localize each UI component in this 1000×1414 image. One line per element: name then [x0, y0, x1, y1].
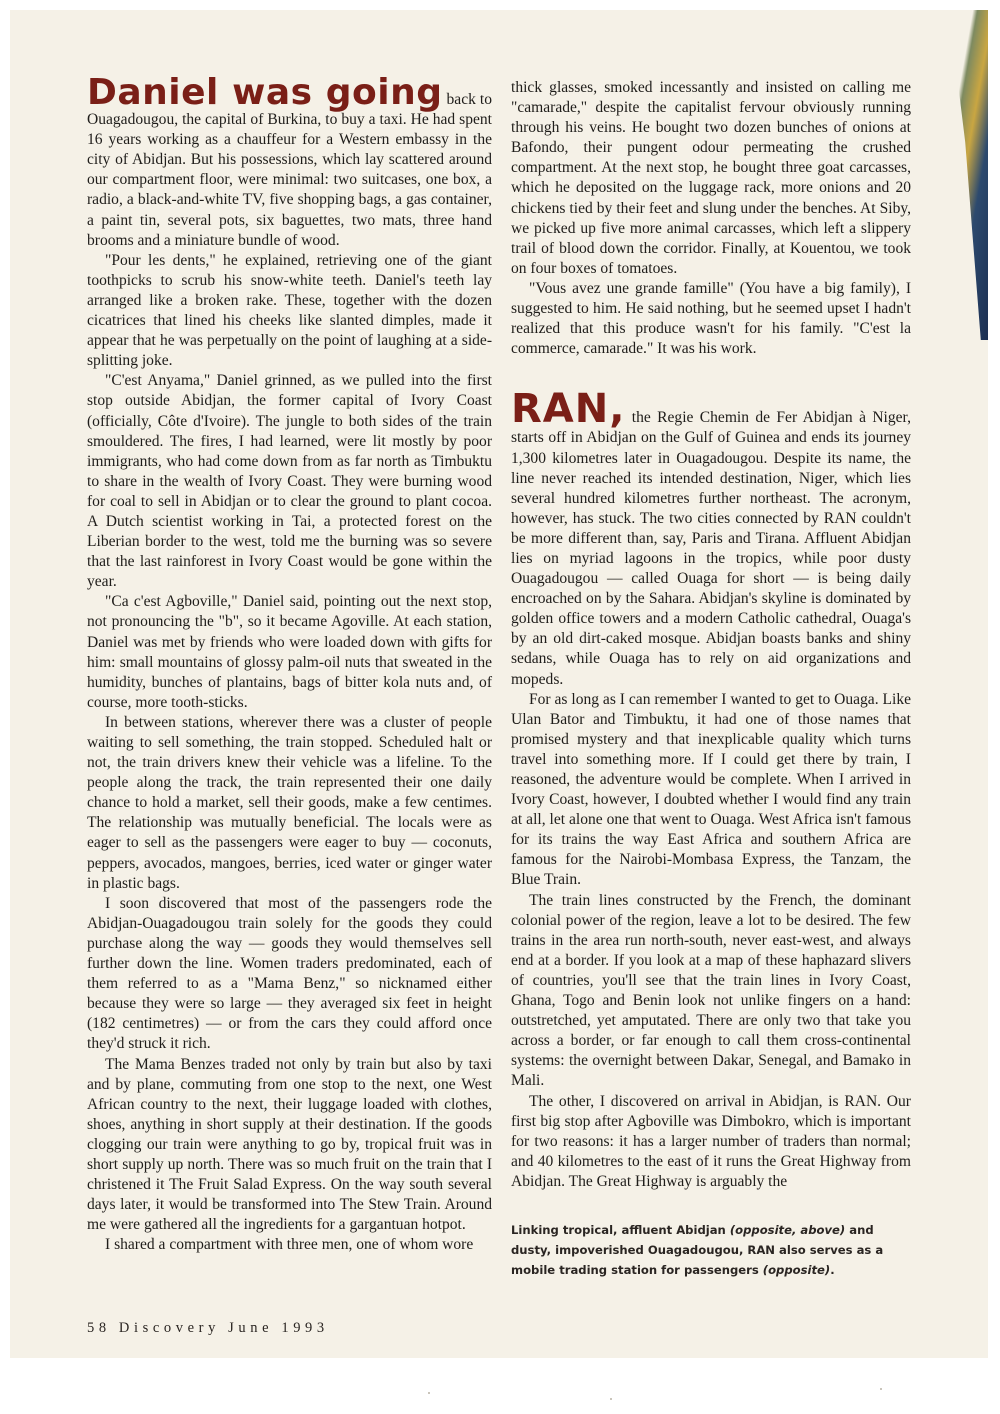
- right-column: [511, 78, 911, 1192]
- body-paragraph: The Mama Benzes traded not only by train but also by taxi and by plane, commuting from one stop to the next, one West African country to the next, their luggage loaded with clothes, shoes, anything in short supply at their destination. If the goods clogging our train were anything to go by, tropical fruit was in short supply up north. There was so much fruit on the train that I christened it The Fruit Salad Express. On the way south several days later, it would be transformed into The Stew Train. Around me were gathered all the ingredients for a gargantuan hotpot.: [87, 1055, 492, 1234]
- body-paragraph: "Vous avez une grande famille" (You have a big family), I suggested to him. He said nothing, but he seemed upset I hadn't realized that this produce wasn't for his family. "C'est la commerce, camarade." It was his work.: [511, 279, 911, 358]
- caption-text: and dusty, impoverished Ouagadougou, RAN also serves as a mobile trading station for passengers: [511, 1223, 884, 1277]
- lead-text: back to Ouagadougou, the capital of Burkina, to buy a taxi. He had spent 16 years working as a chauffeur for a Western embassy in the city of Abidjan. But his possessions, which lay scattered around our compartment floor, were minimal: two suitcases, one box, a radio, a black-and-white TV, five shopping bags, a gas container, a paint tin, several pots, six baguettes, two mats, three hand brooms and a miniature bundle of wood.: [87, 91, 492, 249]
- scan-speck: [428, 1392, 430, 1394]
- page-footer: 58 Discovery June 1993: [87, 1320, 329, 1336]
- body-paragraph: "Ca c'est Agboville," Daniel said, pointing out the next stop, not pronouncing the "b", so it became Agoville. At each station, Daniel was met by friends who were loaded down with gifts for him: small mountains of glossy palm-oil nuts that sweated in the humidity, bunches of plantains, bags of bitter kola nuts and, of course, more tooth-sticks.: [87, 593, 492, 711]
- caption-text: Linking tropical, affluent Abidjan: [511, 1223, 730, 1237]
- scan-speck: [610, 1398, 612, 1400]
- caption-reference: (opposite): [762, 1263, 831, 1277]
- body-paragraph: "Pour les dents," he explained, retrieving one of the giant toothpicks to scrub his snow-white teeth. Daniel's teeth lay arranged like a broken rake. These, together with the dozen cicatrices that lined his cheeks like slanted dimples, made it appear that he was perpetually on the point of laughing at a side-splitting joke.: [87, 251, 492, 370]
- body-paragraph: The train lines constructed by the French, the dominant colonial power of the region, leave a lot to be desired. The few trains in the area run north-south, never east-west, and always end at a border. If you look at a map of these haphazard slivers of countries, you'll see that the train lines in Ivory Coast, Ghana, Togo and Benin look not unlike fingers on a hand: outstretched, yet amputated. There are only two that take you across a border, or far enough to call them cross-continental systems: the overnight between Dakar, Senegal, and Bamako in Mali.: [511, 891, 911, 1090]
- caption-text: .: [830, 1263, 835, 1277]
- continued-paragraph: thick glasses, smoked incessantly and insisted on calling me "camarade," despite the capitalist fervour obviously running through his veins. He bought two dozen bunches of onions at Bafondo, their pungent odour permeating the crushed compartment. At the next stop, he bought three goat carcasses, which he deposited on the luggage rack, more onions and 20 chickens tied by their feet and slung under the benches. At Siby, we picked up five more animal carcasses, which left a slippery trail of blood down the corridor. Finally, at Kouentou, we took on four boxes of tomatoes.: [511, 79, 911, 277]
- body-paragraph: I soon discovered that most of the passengers rode the Abidjan-Ouagadougou train solely for the goods they could purchase along the way — goods they would themselves sell further down the line. Women traders predominated, each of them referred to as a "Mama Benz," so nicknamed either because they were so large — they averaged six feet in height (182 centimetres) — or from the cars they could afford once they'd struck it rich.: [87, 894, 492, 1053]
- photo-caption: [511, 1220, 911, 1280]
- article-heading: Daniel was going: [87, 72, 443, 113]
- body-paragraph: "C'est Anyama," Daniel grinned, as we pulled into the first stop outside Abidjan, the former capital of Ivory Coast (officially, Côte d'Ivoire). The jungle to both sides of the train smouldered. The fires, I had learned, were lit mostly by poor immigrants, who had come down from as far north as Timbuktu to share in the wealth of Ivory Coast. They were burning wood for coal to sell in Abidjan or to clear the ground to plant cocoa. A Dutch scientist working in Tai, a protected forest on the Liberian border to the west, told me the burning was so severe that the last rainforest in Ivory Coast would be gone within the year.: [87, 372, 492, 591]
- scan-speck: [880, 1388, 882, 1390]
- left-column: [87, 72, 492, 1255]
- body-paragraph: For as long as I can remember I wanted to get to Ouaga. Like Ulan Bator and Timbuktu, it had one of those names that promised mystery and that inexplicable quality which turns travel into something more. If I could get there by train, I reasoned, the adventure would be complete. When I arrived in Ivory Coast, however, I doubted whether I would find any train at all, let alone one that went to Ouaga. West Africa isn't famous for its trains the way East Africa and southern Africa are famous for the Nairobi-Mombasa Express, the Tanzam, the Blue Train.: [511, 690, 911, 889]
- magazine-page: [10, 10, 988, 1358]
- lead-paragraph: [87, 72, 492, 251]
- body-paragraph: In between stations, wherever there was a cluster of people waiting to sell something, the train stopped. Scheduled halt or not, the train drivers knew their vehicle was a lifeline. To the people along the track, the train represented their one daily chance to hold a market, sell their goods, make a few centimes. The relationship was mutually beneficial. The locals were as eager to sell as the passengers were eager to buy — coconuts, peppers, avocados, mangoes, berries, iced water or ginger water in plastic bags.: [87, 713, 492, 892]
- body-paragraph: I shared a compartment with three men, one of whom wore: [105, 1236, 474, 1254]
- photo-edge-image: [928, 10, 988, 340]
- caption-reference: (opposite, above): [729, 1223, 846, 1237]
- section-lead-paragraph: [511, 386, 911, 689]
- section-lead-text: the Regie Chemin de Fer Abidjan à Niger, starts off in Abidjan on the Gulf of Guinea and ends its journey 1,300 kilometres later in Ouagadougou. Despite its name, the line never reached its intended destination, Niger, which lies several hundred kilometres further northeast. The acronym, however, has stuck. The two cities connected by RAN couldn't be more different than, say, Paris and Tirana. Affluent Abidjan lies on myriad lagoons in the tropics, while poor dusty Ouagadougou — called Ouaga for short — is being daily encroached on by the Sahara. Abidjan's skyline is dominated by golden office towers and a modern Catholic cathedral, Ouaga's by an old dirt-caked mosque. Abidjan boasts banks and shiny sedans, while Ouaga has to rely on aid organizations and mopeds.: [511, 409, 911, 688]
- body-paragraph: The other, I discovered on arrival in Abidjan, is RAN. Our first big stop after Agboville was Dimbokro, which is important for two reasons: it has a larger number of traders than normal; and 40 kilometres to the east of it runs the Great Highway from Abidjan. The Great Highway is arguably the: [511, 1092, 911, 1190]
- section-heading: RAN,: [511, 386, 626, 433]
